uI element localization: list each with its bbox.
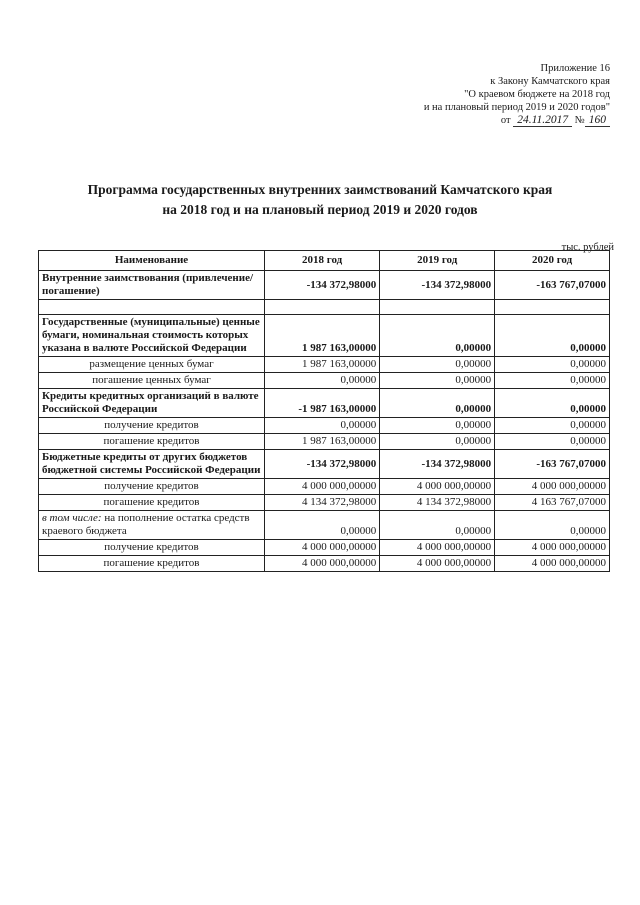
- table-row: [39, 357, 610, 373]
- date-prefix: от: [500, 115, 511, 126]
- table-row: [39, 271, 610, 300]
- value-2018: 1 987 163,00000: [265, 357, 380, 373]
- row-label-text: на пополнение остатка средств краевого бюджета: [42, 512, 250, 537]
- row-label: Внутренние заимствования (привлечение/погашение): [39, 271, 265, 300]
- value-2018: 1 987 163,00000: [265, 434, 380, 450]
- appendix-number: Приложение 16: [540, 63, 610, 74]
- units-label: тыс. рублей: [561, 242, 614, 253]
- value-2020: 4 000 000,00000: [495, 479, 610, 495]
- row-label: Кредиты кредитных организаций в валюте Российской Федерации: [39, 389, 265, 418]
- law-title-line-2: и на плановый период 2019 и 2020 годов": [423, 102, 610, 113]
- value-2020: 0,00000: [495, 389, 610, 418]
- value-2019: 0,00000: [380, 373, 495, 389]
- title-line-1: Программа государственных внутренних заимствований Камчатского края: [87, 182, 553, 197]
- row-label: погашение кредитов: [39, 434, 265, 450]
- value-2020: 4 000 000,00000: [495, 540, 610, 556]
- table-row: [39, 373, 610, 389]
- table-row: [39, 540, 610, 556]
- value-2018: -134 372,98000: [265, 271, 380, 300]
- table-row: [39, 315, 610, 357]
- value-2018: 4 134 372,98000: [265, 495, 380, 511]
- value-2020: 0,00000: [495, 511, 610, 540]
- row-label: погашение ценных бумаг: [39, 373, 265, 389]
- column-header-2020: 2020 год: [495, 251, 610, 271]
- value-2018: 0,00000: [265, 511, 380, 540]
- law-date-number: [350, 114, 610, 127]
- row-label: получение кредитов: [39, 418, 265, 434]
- column-header-2018: 2018 год: [265, 251, 380, 271]
- row-label: получение кредитов: [39, 479, 265, 495]
- value-2020: 0,00000: [495, 357, 610, 373]
- value-2020: 0,00000: [495, 418, 610, 434]
- table-row: [39, 418, 610, 434]
- value-2019: 0,00000: [380, 315, 495, 357]
- table-row: [39, 556, 610, 572]
- spacer-row: [39, 300, 610, 315]
- value-2020: 4 000 000,00000: [495, 556, 610, 572]
- value-2020: 4 163 767,07000: [495, 495, 610, 511]
- appendix-header: [350, 62, 610, 127]
- table-row: [39, 479, 610, 495]
- value-2019: 4 134 372,98000: [380, 495, 495, 511]
- value-2019: 4 000 000,00000: [380, 556, 495, 572]
- value-2018: 0,00000: [265, 418, 380, 434]
- table-row: [39, 511, 610, 540]
- row-label: Государственные (муниципальные) ценные бумаги, номинальная стоимость которых указана в валюте Российской Федерации: [39, 315, 265, 357]
- row-label: Бюджетные кредиты от других бюджетов бюджетной системы Российской Федерации: [39, 450, 265, 479]
- table-row: [39, 434, 610, 450]
- value-2018: 4 000 000,00000: [265, 479, 380, 495]
- value-2019: 0,00000: [380, 418, 495, 434]
- value-2019: -134 372,98000: [380, 450, 495, 479]
- value-2019: 0,00000: [380, 357, 495, 373]
- column-header-name: Наименование: [39, 251, 265, 271]
- document-title: [40, 180, 600, 220]
- row-label: погашение кредитов: [39, 556, 265, 572]
- value-2020: -163 767,07000: [495, 450, 610, 479]
- value-2018: 4 000 000,00000: [265, 556, 380, 572]
- value-2018: -134 372,98000: [265, 450, 380, 479]
- value-2018: 1 987 163,00000: [265, 315, 380, 357]
- table-row: [39, 495, 610, 511]
- value-2019: 0,00000: [380, 434, 495, 450]
- value-2019: 0,00000: [380, 389, 495, 418]
- value-2019: 4 000 000,00000: [380, 540, 495, 556]
- value-2019: -134 372,98000: [380, 271, 495, 300]
- table-row: [39, 450, 610, 479]
- row-label: [39, 511, 265, 540]
- table-row: [39, 389, 610, 418]
- value-2020: 0,00000: [495, 315, 610, 357]
- value-2018: 4 000 000,00000: [265, 540, 380, 556]
- value-2018: -1 987 163,00000: [265, 389, 380, 418]
- row-label-italic-lead: в том числе:: [42, 512, 102, 524]
- law-reference: к Закону Камчатского края: [490, 76, 610, 87]
- value-2019: 0,00000: [380, 511, 495, 540]
- row-label: размещение ценных бумаг: [39, 357, 265, 373]
- table-header-row: [39, 251, 610, 271]
- title-line-2: на 2018 год и на плановый период 2019 и 2020 годов: [162, 202, 478, 217]
- value-2018: 0,00000: [265, 373, 380, 389]
- value-2020: 0,00000: [495, 373, 610, 389]
- borrowing-program-table: [38, 250, 610, 572]
- date-value: 24.11.2017: [513, 114, 572, 127]
- column-header-2019: 2019 год: [380, 251, 495, 271]
- law-title-line-1: "О краевом бюджете на 2018 год: [464, 89, 610, 100]
- value-2020: -163 767,07000: [495, 271, 610, 300]
- value-2019: 4 000 000,00000: [380, 479, 495, 495]
- value-2020: 0,00000: [495, 434, 610, 450]
- row-label: получение кредитов: [39, 540, 265, 556]
- number-value: 160: [585, 114, 610, 127]
- row-label: погашение кредитов: [39, 495, 265, 511]
- number-prefix: №: [574, 115, 585, 126]
